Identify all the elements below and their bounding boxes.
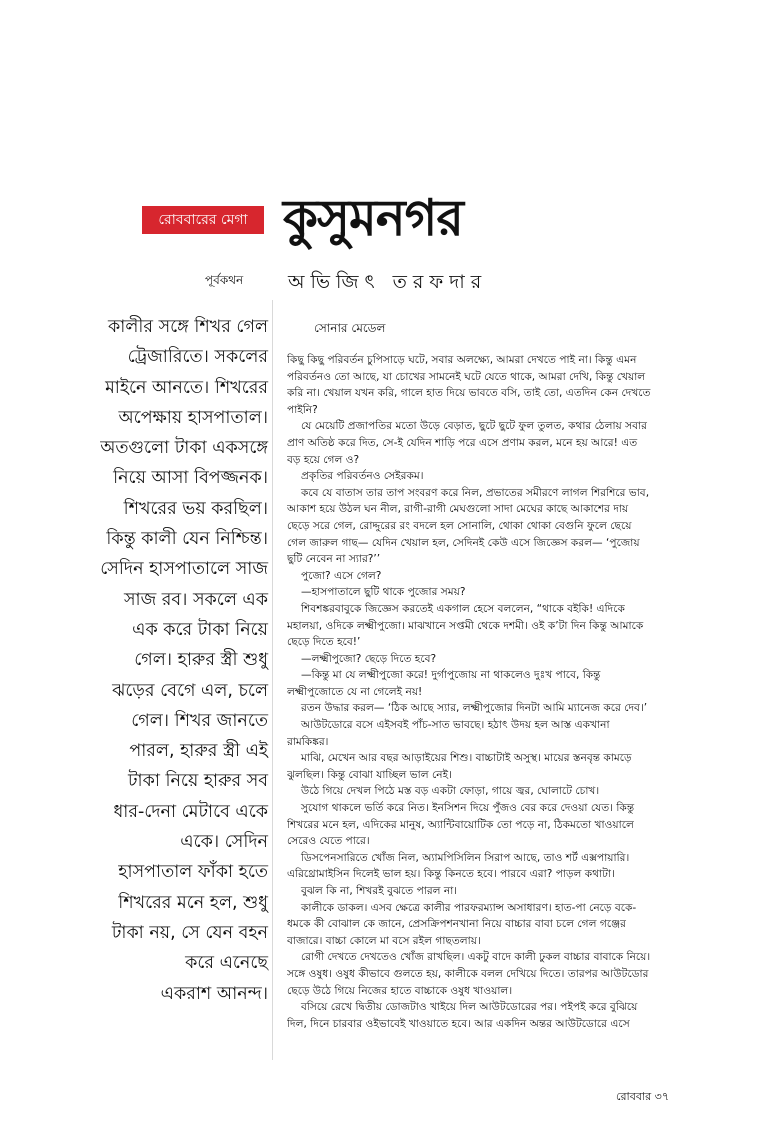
- summary-line: একরাশ আনন্দ।: [160, 983, 268, 1004]
- summary-line: শিখরের ভয় করছিল।: [123, 498, 268, 519]
- article-line: বাজারে। বাচ্চা কোলে মা বসে রইল গাছতলায়।: [287, 934, 481, 947]
- story-title: কুসুমনগর: [283, 189, 463, 247]
- page-folio: রোববার ৩৭: [616, 1090, 669, 1103]
- series-tag: রোববারের মেগা: [142, 206, 264, 234]
- article-line: সঙ্গে ওষুধ। ওষুধ কীভাবে গুলতে হয়, কালীকে বলল দেখিয়ে দিতে। তারপর আউটডোর: [287, 967, 649, 980]
- article-line: রোগী দেখতে দেখতেও খোঁজ রাখছিল। একটু বাদে কালী ঢুকল বাচ্চার বাবাকে নিয়ে।: [301, 951, 651, 964]
- article-line: —কিন্তু মা যে লক্ষ্মীপুজো করে! দুর্গাপুজোয় না থাকলেও দুঃখ পাবে, কিন্তু: [301, 669, 601, 682]
- article-line: মহালয়া, ওদিকে লক্ষ্মীপুজো। মাঝখানে সপ্তমী থেকে দশমী। ওই ক’টা দিন কিন্তু আমাকে: [287, 619, 644, 632]
- summary-line: টাকা নয়, সে যেন বহন: [111, 922, 268, 943]
- previous-summary: [66, 312, 268, 1009]
- article-line: প্রকৃতির পরিবর্তনও সেইরকম।: [301, 470, 424, 483]
- article-line: কিছু কিছু পরিবর্তন চুপিসাড়ে ঘটে, সবার অলক্ষ্যে, আমরা দেখতে পাই না। কিন্তু এমন: [287, 354, 637, 366]
- article-line: পুজো? এসে গেল?: [301, 569, 382, 582]
- article-line: বড় হয়ে গেল ও?: [287, 453, 360, 466]
- summary-line: গেল। হারুর স্ত্রী শুধু: [134, 650, 268, 671]
- article-line: শিখরের মনে হল, এদিকের মানুষ, অ্যান্টিবায়োটিক তো পড়ে না, ঠিকমতো খাওয়ালে: [287, 818, 634, 831]
- article-line: —হাসপাতালে ছুটি থাকে পুজোর সময়?: [301, 586, 466, 599]
- article-line: রামকিঙ্কর।: [287, 735, 329, 748]
- summary-line: সাজ রব। সকলে এক: [123, 589, 268, 610]
- article-line: এরিথ্রোমাইসিন দিলেই ভাল হয়। কিন্তু কিনতে হবে। পারবে এরা? পাড়ল কথাটা।: [287, 868, 615, 881]
- summary-line: ধার-দেনা মেটাবে একে: [113, 801, 268, 822]
- article-line: লক্ষ্মীপুজোতে যে না গেলেই নয়!: [287, 685, 423, 698]
- article-line: রতন উদ্ধার করল— ‘ঠিক আছে স্যার, লক্ষ্মীপুজোর দিনটা আমি ম্যানেজ করে দেব।’: [301, 702, 648, 715]
- article-line: দিল, দিনে চারবার ওইভাবেই খাওয়াতে হবে। আর একদিন অন্তর আউটডোরে এসে: [287, 1017, 630, 1030]
- summary-line: টাকা নিয়ে হারুর সব: [127, 771, 268, 792]
- summary-line: পারল, হারুর স্ত্রী এই: [129, 741, 268, 762]
- summary-line: গেল। শিখর জানতে: [131, 710, 268, 731]
- summary-line: অপেক্ষায় হাসপাতাল।: [118, 407, 268, 428]
- author-name: অভিজিৎ তরফদার: [288, 271, 488, 293]
- column-divider: [272, 300, 273, 1060]
- summary-line: মাইনে আনতে। শিখরের: [105, 377, 268, 398]
- summary-line: একে। সেদিন: [180, 832, 268, 853]
- article-line: মাঝি, মেখেন আর বছর আড়াইয়ের শিশু। বাচ্চাটাই অসুস্থ। মায়ের স্তনবৃন্ত কামড়ে: [301, 752, 632, 765]
- article-line: উঠে গিয়ে দেখল পিঠে মস্ত বড় একটা ফোড়া, গায়ে জ্বর, ঘোলাটে চোখ।: [301, 785, 600, 798]
- article-line: ধমকে কী বোঝাল কে জানে, প্রেসক্রিপশনখানা নিয়ে বাচ্চার বাবা চলে গেল গঞ্জের: [287, 918, 626, 931]
- article-body: [287, 352, 677, 1032]
- article-line: কালীকে ডাকল। এসব ক্ষেত্রে কালীর পারফরম্যান্স অসাধারণ। হাত-পা নেড়ে বকে-: [301, 901, 637, 914]
- article-line: সুযোগ থাকলে ভর্তি করে নিত। ইনসিশন দিয়ে পুঁজও বের করে দেওয়া যেত। কিন্তু: [301, 802, 635, 815]
- summary-line: কালীর সঙ্গে শিখর গেল: [108, 317, 268, 337]
- article-line: ডিসপেনসারিতে খোঁজ নিল, অ্যামপিসিলিন সিরাপ আছে, তাও শর্ট এক্সপায়ারি।: [301, 851, 630, 864]
- article-line: বসিয়ে রেখে দ্বিতীয় ডোজটাও খাইয়ে দিল আউটডোরের পর। পইপই করে বুঝিয়ে: [301, 1001, 638, 1014]
- article-line: আকাশ হয়ে উঠল ঘন নীল, রাগী-রাগী মেঘগুলো সাদা মেঘের কাছে আকাশের দায়: [287, 503, 629, 516]
- article-line: পরিবর্তনও তো আছে, যা চোখের সামনেই ঘটে যেতে থাকে, আমরা দেখি, কিন্তু খেয়াল: [287, 370, 646, 383]
- article-line: আউটডোরে বসে এইসবই পাঁচ-সাত ভাবছে। হঠাৎ উদয় হল আস্ত একখানা: [301, 719, 610, 732]
- article-line: —লক্ষ্মীপুজো? ছেড়ে দিতে হবে?: [301, 652, 437, 665]
- article-line: ছুটি নেবেন না স্যার?’’: [287, 553, 381, 566]
- summary-line: সেদিন হাসপাতালে সাজ: [100, 559, 268, 580]
- summary-label: পূর্বকথন: [205, 273, 244, 287]
- summary-line: ঝড়ের বেগে এল, চলে: [112, 680, 268, 701]
- article-line: গেল জারুল গাছ— যেদিন খেয়াল হল, সেদিনই কেউ এসে জিজ্ঞেস করল— ‘পুজোয়: [287, 536, 640, 549]
- summary-line: শিখরের মনে হল, শুধু: [118, 892, 268, 913]
- article-line: ছেড়ে সরে গেল, রোদ্দুরের রং বদলে হল সোনালি, থোকা থোকা বেগুনি ফুলে ছেয়ে: [287, 519, 632, 532]
- article-line: ঝুলছিল। কিন্তু বোঝা যাচ্ছিল ভাল নেই।: [287, 768, 452, 781]
- article-line: শিবশঙ্করবাবুকে জিজ্ঞেস করতেই একগাল হেসে বললেন, “থাকে বইকি! এদিকে: [301, 602, 625, 615]
- summary-line: এক করে টাকা নিয়ে: [132, 619, 268, 640]
- article-line: করি না। খেয়াল যখন করি, গালে হাত দিয়ে ভাবতে বসি, তাই তো, এতদিন কেন দেখতে: [287, 387, 651, 400]
- article-line: সেরেও যেতে পারে।: [287, 835, 370, 848]
- article-line: কবে যে বাতাস তার তাপ সংবরণ করে নিল, প্রভাতের সমীরণে লাগল শিরশিরে ভাব,: [301, 486, 650, 499]
- article-line: পাইনি?: [287, 403, 318, 416]
- article-line: যে মেয়েটি প্রজাপতির মতো উড়ে বেড়াত, ছুটে ছুটে ফুল তুলত, কথার ঠেলায় সবার: [301, 420, 647, 433]
- summary-line: করে এনেছে: [185, 953, 268, 974]
- article-line: বুঝল কি না, শিখরই বুঝতে পারল না।: [301, 885, 458, 897]
- summary-line: কিন্তু কালী যেন নিশ্চিন্ত।: [106, 529, 268, 550]
- summary-line: ট্রেজারিতে। সকলের: [127, 347, 268, 368]
- summary-line: নিয়ে আসা বিপজ্জনক।: [113, 468, 268, 489]
- summary-line: অতগুলো টাকা একসঙ্গে: [100, 438, 268, 459]
- article-line: ছেড়ে দিতে হবে!’: [287, 636, 361, 649]
- article-line: ছেড়ে উঠে গিয়ে নিজের হাতে বাচ্চাকে ওষুধ খাওয়াল।: [287, 984, 513, 997]
- section-subhead: সোনার মেডেল: [314, 321, 386, 335]
- article-line: প্রাণ অতিষ্ঠ করে দিত, সে-ই যেদিন শাড়ি পরে এসে প্রণাম করল, মনে হয় আরে! এত: [287, 436, 638, 449]
- summary-line: হাসপাতাল ফাঁকা হতে: [118, 862, 268, 883]
